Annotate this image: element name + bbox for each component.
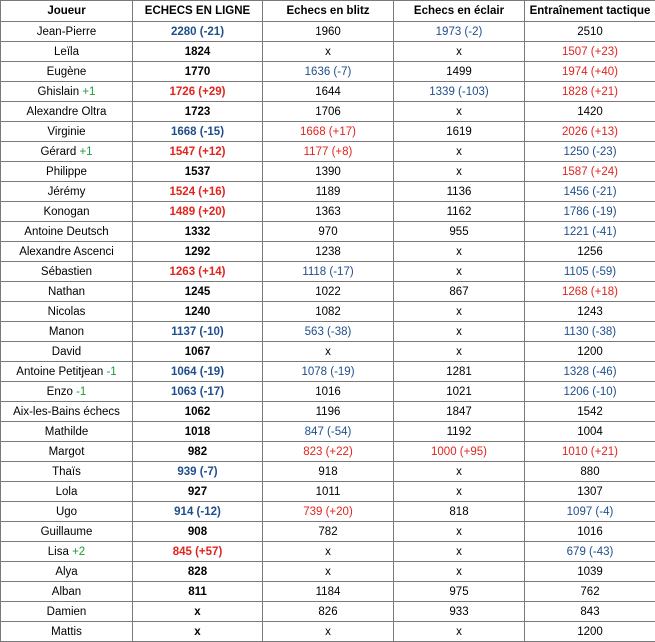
- rank-change: +2: [72, 546, 85, 558]
- table-row: [1, 262, 655, 282]
- eclair-rating: 1499: [394, 62, 525, 82]
- player-name: Antoine Deutsch: [24, 226, 108, 238]
- blitz-rating: 1022: [263, 282, 394, 302]
- table-row: [1, 522, 655, 542]
- player-cell: [1, 422, 133, 442]
- table-row: [1, 442, 655, 462]
- tactique-rating: 1200: [525, 622, 655, 642]
- player-name: Alya: [55, 566, 77, 578]
- player-cell: [1, 622, 133, 642]
- tactique-rating: 1974 (+40): [525, 62, 655, 82]
- player-name: Konogan: [43, 206, 89, 218]
- player-name: Lola: [56, 486, 78, 498]
- player-cell: [1, 202, 133, 222]
- table-row: [1, 162, 655, 182]
- online-rating: 1292: [133, 242, 263, 262]
- eclair-rating: x: [394, 162, 525, 182]
- online-rating: 845 (+57): [133, 542, 263, 562]
- player-name: Philippe: [46, 166, 87, 178]
- online-rating: 1063 (-17): [133, 382, 263, 402]
- eclair-rating: 933: [394, 602, 525, 622]
- table-row: [1, 222, 655, 242]
- online-rating: 828: [133, 562, 263, 582]
- player-cell: [1, 262, 133, 282]
- player-name: Jérémy: [48, 186, 86, 198]
- table-row: [1, 422, 655, 442]
- eclair-rating: 975: [394, 582, 525, 602]
- tactique-rating: 1004: [525, 422, 655, 442]
- player-name: Jean-Pierre: [37, 26, 96, 38]
- header-eclair: Echecs en éclair: [394, 1, 525, 22]
- blitz-rating: 782: [263, 522, 394, 542]
- tactique-rating: 1256: [525, 242, 655, 262]
- player-cell: [1, 522, 133, 542]
- online-rating: x: [133, 622, 263, 642]
- table-header: [1, 1, 655, 22]
- rank-change: +1: [82, 86, 95, 98]
- blitz-rating: 918: [263, 462, 394, 482]
- online-rating: x: [133, 602, 263, 622]
- table-row: [1, 102, 655, 122]
- player-name: Nathan: [48, 286, 85, 298]
- tactique-rating: 1420: [525, 102, 655, 122]
- eclair-rating: 1162: [394, 202, 525, 222]
- table-row: [1, 242, 655, 262]
- player-cell: [1, 462, 133, 482]
- online-rating: 1018: [133, 422, 263, 442]
- blitz-rating: 1644: [263, 82, 394, 102]
- online-rating: 1064 (-19): [133, 362, 263, 382]
- player-cell: [1, 582, 133, 602]
- blitz-rating: 1960: [263, 22, 394, 42]
- player-name: Eugène: [47, 66, 87, 78]
- eclair-rating: x: [394, 242, 525, 262]
- player-cell: [1, 142, 133, 162]
- player-name: Damien: [47, 606, 87, 618]
- blitz-rating: 1118 (-17): [263, 262, 394, 282]
- player-cell: [1, 302, 133, 322]
- player-cell: [1, 502, 133, 522]
- blitz-rating: 739 (+20): [263, 502, 394, 522]
- eclair-rating: 1192: [394, 422, 525, 442]
- eclair-rating: x: [394, 482, 525, 502]
- blitz-rating: 826: [263, 602, 394, 622]
- blitz-rating: x: [263, 42, 394, 62]
- eclair-rating: x: [394, 322, 525, 342]
- table-row: [1, 362, 655, 382]
- player-cell: [1, 22, 133, 42]
- table-row: [1, 42, 655, 62]
- online-rating: 1668 (-15): [133, 122, 263, 142]
- online-rating: 914 (-12): [133, 502, 263, 522]
- tactique-rating: 762: [525, 582, 655, 602]
- blitz-rating: x: [263, 342, 394, 362]
- tactique-rating: 843: [525, 602, 655, 622]
- header-blitz: Echecs en blitz: [263, 1, 394, 22]
- player-name: Alexandre Ascenci: [19, 246, 114, 258]
- player-cell: [1, 222, 133, 242]
- eclair-rating: x: [394, 102, 525, 122]
- tactique-rating: 1206 (-10): [525, 382, 655, 402]
- eclair-rating: 1000 (+95): [394, 442, 525, 462]
- blitz-rating: 1706: [263, 102, 394, 122]
- blitz-rating: 1082: [263, 302, 394, 322]
- player-cell: [1, 42, 133, 62]
- tactique-rating: 1542: [525, 402, 655, 422]
- blitz-rating: 1238: [263, 242, 394, 262]
- rank-change: -1: [76, 386, 86, 398]
- table-row: [1, 402, 655, 422]
- tactique-rating: 1828 (+21): [525, 82, 655, 102]
- eclair-rating: 955: [394, 222, 525, 242]
- eclair-rating: 1136: [394, 182, 525, 202]
- eclair-rating: x: [394, 622, 525, 642]
- online-rating: 908: [133, 522, 263, 542]
- tactique-rating: 2026 (+13): [525, 122, 655, 142]
- player-cell: [1, 342, 133, 362]
- tactique-rating: 1250 (-23): [525, 142, 655, 162]
- online-rating: 982: [133, 442, 263, 462]
- table-row: [1, 322, 655, 342]
- eclair-rating: 1281: [394, 362, 525, 382]
- player-cell: [1, 382, 133, 402]
- table-row: [1, 202, 655, 222]
- blitz-rating: 1668 (+17): [263, 122, 394, 142]
- player-name: Nicolas: [48, 306, 86, 318]
- table-body: [1, 22, 655, 642]
- table-row: [1, 122, 655, 142]
- player-cell: [1, 402, 133, 422]
- table-row: [1, 82, 655, 102]
- table-row: [1, 182, 655, 202]
- player-name: Gérard: [40, 146, 76, 158]
- player-cell: [1, 62, 133, 82]
- blitz-rating: 1184: [263, 582, 394, 602]
- online-rating: 1489 (+20): [133, 202, 263, 222]
- player-cell: [1, 242, 133, 262]
- tactique-rating: 1456 (-21): [525, 182, 655, 202]
- online-rating: 1332: [133, 222, 263, 242]
- online-rating: 1067: [133, 342, 263, 362]
- player-cell: [1, 562, 133, 582]
- online-rating: 811: [133, 582, 263, 602]
- eclair-rating: 1339 (-103): [394, 82, 525, 102]
- online-rating: 939 (-7): [133, 462, 263, 482]
- player-cell: [1, 282, 133, 302]
- header-tactique: Entraînement tactique: [525, 1, 655, 22]
- table-row: [1, 142, 655, 162]
- online-rating: 927: [133, 482, 263, 502]
- eclair-rating: x: [394, 262, 525, 282]
- blitz-rating: 1189: [263, 182, 394, 202]
- header-player: Joueur: [1, 1, 133, 22]
- player-name: Aix-les-Bains échecs: [13, 406, 120, 418]
- tactique-rating: 1039: [525, 562, 655, 582]
- blitz-rating: 1390: [263, 162, 394, 182]
- player-name: Ghislain: [38, 86, 80, 98]
- header-online: ECHECS EN LIGNE: [133, 1, 263, 22]
- blitz-rating: 1011: [263, 482, 394, 502]
- tactique-rating: 1268 (+18): [525, 282, 655, 302]
- tactique-rating: 1221 (-41): [525, 222, 655, 242]
- blitz-rating: 1078 (-19): [263, 362, 394, 382]
- player-cell: [1, 122, 133, 142]
- eclair-rating: x: [394, 542, 525, 562]
- tactique-rating: 880: [525, 462, 655, 482]
- rank-change: +1: [79, 146, 92, 158]
- blitz-rating: x: [263, 622, 394, 642]
- online-rating: 1245: [133, 282, 263, 302]
- tactique-rating: 2510: [525, 22, 655, 42]
- eclair-rating: x: [394, 562, 525, 582]
- table-row: [1, 542, 655, 562]
- table-row: [1, 62, 655, 82]
- table-row: [1, 622, 655, 642]
- online-rating: 2280 (-21): [133, 22, 263, 42]
- eclair-rating: x: [394, 342, 525, 362]
- blitz-rating: x: [263, 542, 394, 562]
- table-row: [1, 562, 655, 582]
- table-row: [1, 602, 655, 622]
- table-row: [1, 382, 655, 402]
- player-cell: [1, 362, 133, 382]
- eclair-rating: x: [394, 142, 525, 162]
- online-rating: 1537: [133, 162, 263, 182]
- tactique-rating: 1243: [525, 302, 655, 322]
- player-cell: [1, 162, 133, 182]
- blitz-rating: 1016: [263, 382, 394, 402]
- eclair-rating: 1847: [394, 402, 525, 422]
- eclair-rating: 818: [394, 502, 525, 522]
- table-row: [1, 482, 655, 502]
- player-name: Margot: [49, 446, 85, 458]
- player-name: Ugo: [56, 506, 77, 518]
- player-cell: [1, 542, 133, 562]
- tactique-rating: 1016: [525, 522, 655, 542]
- blitz-rating: 847 (-54): [263, 422, 394, 442]
- online-rating: 1062: [133, 402, 263, 422]
- table-row: [1, 502, 655, 522]
- tactique-rating: 1097 (-4): [525, 502, 655, 522]
- tactique-rating: 1010 (+21): [525, 442, 655, 462]
- online-rating: 1824: [133, 42, 263, 62]
- player-cell: [1, 82, 133, 102]
- tactique-rating: 1105 (-59): [525, 262, 655, 282]
- online-rating: 1137 (-10): [133, 322, 263, 342]
- player-cell: [1, 182, 133, 202]
- player-name: Mathilde: [45, 426, 88, 438]
- player-name: Sébastien: [41, 266, 92, 278]
- tactique-rating: 1786 (-19): [525, 202, 655, 222]
- blitz-rating: 1636 (-7): [263, 62, 394, 82]
- blitz-rating: 1177 (+8): [263, 142, 394, 162]
- table-row: [1, 462, 655, 482]
- player-name: Alexandre Oltra: [27, 106, 107, 118]
- eclair-rating: 1021: [394, 382, 525, 402]
- eclair-rating: x: [394, 42, 525, 62]
- player-cell: [1, 442, 133, 462]
- table-row: [1, 22, 655, 42]
- eclair-rating: 867: [394, 282, 525, 302]
- player-cell: [1, 102, 133, 122]
- eclair-rating: x: [394, 302, 525, 322]
- player-name: Thaïs: [52, 466, 81, 478]
- eclair-rating: x: [394, 462, 525, 482]
- blitz-rating: 970: [263, 222, 394, 242]
- player-name: Manon: [49, 326, 84, 338]
- online-rating: 1263 (+14): [133, 262, 263, 282]
- table-row: [1, 582, 655, 602]
- header-row: [1, 1, 655, 22]
- tactique-rating: 1587 (+24): [525, 162, 655, 182]
- player-name: Enzo: [47, 386, 73, 398]
- tactique-rating: 679 (-43): [525, 542, 655, 562]
- tactique-rating: 1507 (+23): [525, 42, 655, 62]
- tactique-rating: 1307: [525, 482, 655, 502]
- table-row: [1, 282, 655, 302]
- table-row: [1, 342, 655, 362]
- online-rating: 1524 (+16): [133, 182, 263, 202]
- blitz-rating: x: [263, 562, 394, 582]
- eclair-rating: 1973 (-2): [394, 22, 525, 42]
- eclair-rating: 1619: [394, 122, 525, 142]
- player-name: Guillaume: [41, 526, 93, 538]
- player-name: Lisa: [48, 546, 69, 558]
- online-rating: 1547 (+12): [133, 142, 263, 162]
- blitz-rating: 1363: [263, 202, 394, 222]
- blitz-rating: 823 (+22): [263, 442, 394, 462]
- player-cell: [1, 322, 133, 342]
- rank-change: -1: [106, 366, 116, 378]
- tactique-rating: 1328 (-46): [525, 362, 655, 382]
- player-name: Leïla: [54, 46, 79, 58]
- tactique-rating: 1200: [525, 342, 655, 362]
- player-name: Mattis: [51, 626, 82, 638]
- player-name: Alban: [52, 586, 81, 598]
- eclair-rating: x: [394, 522, 525, 542]
- tactique-rating: 1130 (-38): [525, 322, 655, 342]
- table-row: [1, 302, 655, 322]
- online-rating: 1770: [133, 62, 263, 82]
- player-cell: [1, 482, 133, 502]
- player-cell: [1, 602, 133, 622]
- blitz-rating: 1196: [263, 402, 394, 422]
- online-rating: 1723: [133, 102, 263, 122]
- player-name: Antoine Petitjean: [16, 366, 103, 378]
- online-rating: 1240: [133, 302, 263, 322]
- player-name: Virginie: [47, 126, 85, 138]
- online-rating: 1726 (+29): [133, 82, 263, 102]
- player-name: David: [52, 346, 81, 358]
- blitz-rating: 563 (-38): [263, 322, 394, 342]
